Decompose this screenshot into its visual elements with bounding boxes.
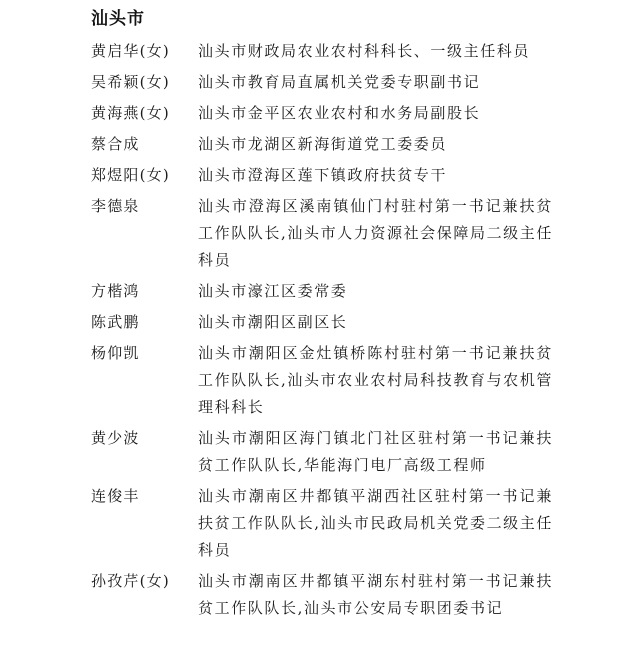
person-name: 吴希颖(女)	[91, 73, 170, 91]
person-name: 郑煜阳(女)	[91, 166, 170, 184]
person-name: 陈武鹏	[91, 313, 140, 331]
person-name: 连俊丰	[91, 487, 140, 505]
person-name: 李德泉	[91, 197, 140, 215]
list-item	[0, 309, 640, 336]
person-position: 汕头市澄海区莲下镇政府扶贫专干	[198, 166, 448, 184]
honoree-list	[0, 38, 640, 626]
person-position: 汕头市潮南区井都镇平湖西社区驻村第一书记兼扶贫工作队队长,汕头市民政局机关党委二级主任科员	[198, 487, 553, 559]
section-title: 汕头市	[91, 9, 145, 29]
list-item	[0, 131, 640, 158]
person-position: 汕头市龙湖区新海街道党工委委员	[198, 135, 448, 153]
list-item	[0, 568, 640, 622]
person-name: 孙孜芹(女)	[91, 572, 170, 590]
list-item	[0, 162, 640, 189]
list-item	[0, 340, 640, 421]
person-name: 蔡合成	[91, 135, 140, 153]
person-name: 黄少波	[91, 429, 140, 447]
list-item	[0, 425, 640, 479]
person-position: 汕头市潮南区井都镇平湖东村驻村第一书记兼扶贫工作队队长,汕头市公安局专职团委书记	[198, 572, 553, 617]
person-position: 汕头市潮阳区副区长	[198, 313, 348, 331]
person-position: 汕头市金平区农业农村和水务局副股长	[198, 104, 481, 122]
person-position: 汕头市教育局直属机关党委专职副书记	[198, 73, 481, 91]
list-item	[0, 193, 640, 274]
person-position: 汕头市财政局农业农村科科长、一级主任科员	[198, 42, 531, 60]
person-name: 方楷鸿	[91, 282, 140, 300]
list-item	[0, 278, 640, 305]
person-name: 黄海燕(女)	[91, 104, 170, 122]
person-name: 杨仰凯	[91, 344, 140, 362]
person-position: 汕头市澄海区溪南镇仙门村驻村第一书记兼扶贫工作队队长,汕头市人力资源社会保障局二级主任科员	[198, 197, 553, 269]
person-position: 汕头市潮阳区海门镇北门社区驻村第一书记兼扶贫工作队队长,华能海门电厂高级工程师	[198, 429, 553, 474]
list-item	[0, 38, 640, 65]
person-position: 汕头市濠江区委常委	[198, 282, 348, 300]
list-item	[0, 483, 640, 564]
list-item	[0, 100, 640, 127]
person-position: 汕头市潮阳区金灶镇桥陈村驻村第一书记兼扶贫工作队队长,汕头市农业农村局科技教育与农机管理科科长	[198, 344, 553, 416]
person-name: 黄启华(女)	[91, 42, 170, 60]
list-item	[0, 69, 640, 96]
